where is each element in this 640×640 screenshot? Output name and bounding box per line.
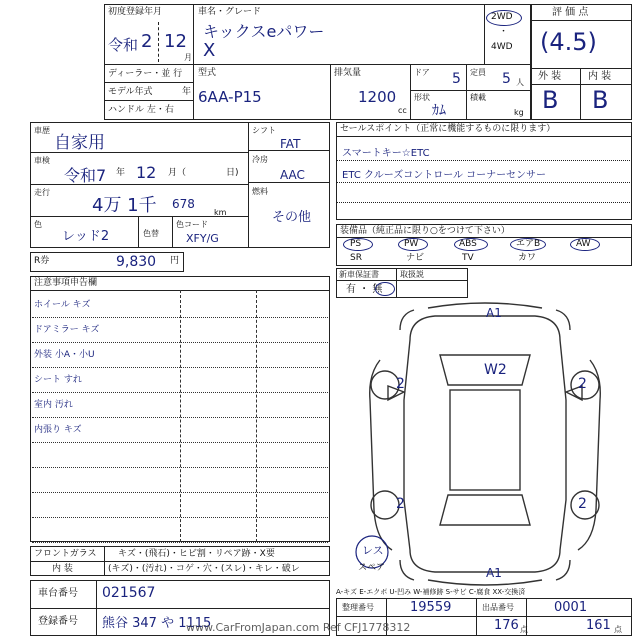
equip-ps: PS <box>350 239 362 249</box>
interior-cond-options: (キズ)・(汚れ)・コゲ・穴・(スレ)・キレ・破レ <box>108 564 300 574</box>
manual-label: 取扱説 <box>400 270 424 279</box>
fuel-label: 燃料 <box>252 187 268 196</box>
shift-label: シフト <box>252 126 276 135</box>
inspection-label: 車検 <box>34 156 50 165</box>
equip-abs: ABS <box>459 239 477 249</box>
shape-label: 形状 <box>414 93 430 102</box>
inspection-era: 令和7 <box>64 166 107 185</box>
mileage-sub: 678 <box>172 197 195 211</box>
damage-mark-front: A1 <box>486 306 502 320</box>
notes-rule <box>32 517 328 518</box>
color-change-label: 色替 <box>143 229 159 238</box>
reg-year: 2 <box>141 31 153 52</box>
notes-rule <box>32 342 328 343</box>
recycle-unit: 円 <box>170 256 180 266</box>
month-unit: 月 <box>184 53 192 62</box>
door-label: ドア <box>414 68 430 77</box>
car-grade: X <box>203 40 216 61</box>
interior-label: 内 装 <box>588 71 612 82</box>
reg-month: 12 <box>164 31 187 52</box>
damage-legend: A-キズ E-エクボ U-凹み W-補修跡 S-サビ C-腐食 XX-交換済 <box>336 588 526 596</box>
warranty-value: 有 ・ 無 <box>346 284 383 295</box>
notes-rule <box>32 392 328 393</box>
score-value: (4.5) <box>540 28 597 56</box>
spare-note: レス <box>362 544 384 557</box>
sales-point-line2: ETC クルーズコントロール コーナーセンサー <box>342 170 546 181</box>
inspection-year-unit: 年 <box>116 168 126 178</box>
notes-rule <box>32 417 328 418</box>
drive-4wd: 4WD <box>491 42 513 52</box>
exterior-label: 外 装 <box>538 71 562 82</box>
damage-mark-rear: A1 <box>486 566 502 580</box>
equip-sr: SR <box>350 253 362 263</box>
load-label: 積載 <box>470 93 486 102</box>
sales-point-title: セールスポイント（正常に機能するものに限ります） <box>340 124 556 134</box>
auction-value: 19559 <box>410 600 452 615</box>
auction-label: 整理番号 <box>342 603 374 612</box>
notes-line: ホイール キズ <box>34 300 91 310</box>
windshield-label: フロントガラス <box>34 549 97 559</box>
warranty-label: 新車保証書 <box>339 270 379 279</box>
notes-rule <box>32 467 328 468</box>
equip-airbag: エアB <box>516 239 541 249</box>
color-label: 色 <box>34 220 42 229</box>
color-code-label: 色コード <box>176 220 208 229</box>
notes-rule <box>32 492 328 493</box>
count-value: 161 <box>586 618 611 633</box>
equipment-title: 装備品（純正品に限り○をつけて下さい） <box>340 226 510 236</box>
warranty-no-circle <box>375 282 395 296</box>
meter-value: 176 <box>494 618 519 633</box>
chassis-label: 車台番号 <box>38 588 78 599</box>
capacity-unit: 人 <box>516 78 524 87</box>
ac-value: AAC <box>280 168 305 182</box>
reg-date-label: 初度登録年月 <box>108 7 163 17</box>
equip-tv: TV <box>462 253 474 263</box>
sales-point-line1: スマートキー☆ETC <box>342 148 430 159</box>
load-unit: kg <box>514 108 524 117</box>
displacement-value: 1200 <box>358 88 397 106</box>
notes-line: ドアミラー キズ <box>34 325 100 335</box>
notes-rule <box>32 317 328 318</box>
displacement-unit: cc <box>398 106 407 115</box>
recycle-label: R券 <box>34 256 50 266</box>
mileage-label: 走行 <box>34 188 50 197</box>
mileage-value: 4万 1千 <box>92 195 157 216</box>
watermark: www.CarFromJapan.com Ref CFJ1778312 <box>186 621 411 634</box>
type-label: 型式 <box>198 68 217 78</box>
mileage-unit: km <box>214 208 227 217</box>
shift-value: FAT <box>280 137 301 151</box>
use-label: 車歴 <box>34 126 50 135</box>
car-damage-diagram <box>340 300 632 590</box>
displacement-label: 排気量 <box>334 68 362 78</box>
inspection-month-unit: 月（ <box>168 168 187 178</box>
spare-label: スペア <box>358 563 386 573</box>
notes-line: 室内 汚れ <box>34 400 73 410</box>
damage-mark-roof: W2 <box>484 362 507 378</box>
recycle-value: 9,830 <box>116 254 157 270</box>
model-year-label: モデル年式 <box>108 87 153 97</box>
inspection-month: 12 <box>136 163 157 182</box>
exterior-grade: B <box>542 86 559 114</box>
notes-rule <box>32 367 328 368</box>
damage-mark-left-front: 2 <box>396 376 405 392</box>
equip-pw: PW <box>404 239 419 249</box>
handle-label: ハンドル 左・右 <box>108 105 174 115</box>
notes-line: 内張り キズ <box>34 425 82 435</box>
door-value: 5 <box>452 71 461 87</box>
count-unit: 点 <box>614 625 622 634</box>
plate-value: 熊谷 347 や 1115 <box>102 616 212 631</box>
drive-2wd: 2WD <box>491 12 513 22</box>
car-name-label: 車名・グレード <box>198 7 262 17</box>
equip-navi: ナビ <box>406 253 425 263</box>
color-code-value: XFY/G <box>186 232 219 245</box>
equip-aw: AW <box>576 239 591 249</box>
plate-label: 登録番号 <box>38 616 78 627</box>
damage-mark-left-rear: 2 <box>396 496 405 512</box>
lot-value: 0001 <box>554 600 588 615</box>
notes-title: 注意事項申告欄 <box>34 278 98 288</box>
capacity-value: 5 <box>502 71 511 87</box>
damage-mark-right-front: 2 <box>578 376 587 392</box>
equip-leather: カワ <box>518 253 537 263</box>
color-value: レッド2 <box>62 229 110 244</box>
use-value: 自家用 <box>54 133 105 153</box>
notes-line: 外装 小A・小U <box>34 350 95 360</box>
inspection-day-unit: 日) <box>226 168 239 178</box>
capacity-label: 定員 <box>470 68 486 77</box>
fuel-value: その他 <box>272 210 312 225</box>
interior-cond-label: 内 装 <box>52 564 73 574</box>
windshield-options: キズ・(飛石)・ヒビ割・リペア跡・X要 <box>118 549 275 559</box>
drive-dot: ・ <box>499 27 509 37</box>
notes-line: シート すれ <box>34 375 82 385</box>
type-value: 6AA-P15 <box>198 88 262 106</box>
notes-rule <box>32 442 328 443</box>
car-name: キックスeパワー <box>203 22 325 41</box>
meter-unit: 点 <box>520 625 528 634</box>
lot-label: 出品番号 <box>482 603 514 612</box>
recycle-box <box>30 252 184 272</box>
interior-grade: B <box>592 86 609 114</box>
year-unit: 年 <box>182 87 192 97</box>
score-label: 評 価 点 <box>552 7 589 18</box>
shape-value: ｶﾑ <box>432 103 446 119</box>
ac-label: 冷房 <box>252 155 268 164</box>
chassis-value: 021567 <box>102 585 156 601</box>
damage-mark-right-rear: 2 <box>578 496 587 512</box>
notes-rule <box>32 542 328 543</box>
dealer-label: ディーラー・並 行 <box>108 69 183 79</box>
reg-era: 令和 <box>108 36 139 54</box>
